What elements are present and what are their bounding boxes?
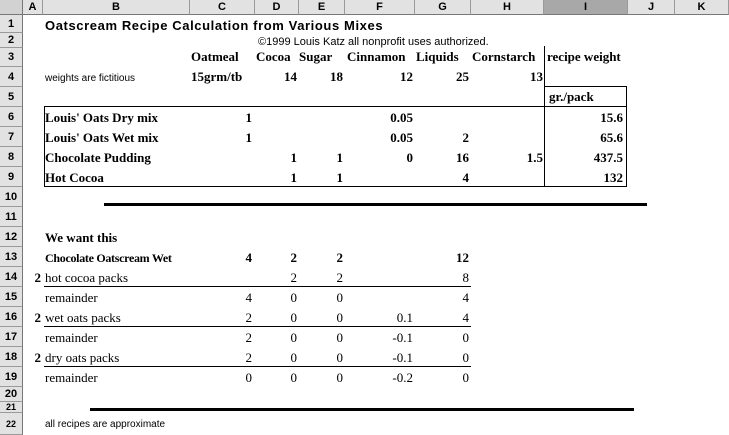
- calc-4-name[interactable]: remainder: [45, 330, 98, 345]
- row-header-7[interactable]: 7: [0, 127, 23, 147]
- row-header-8[interactable]: 8: [0, 147, 23, 167]
- column-header-h[interactable]: H: [471, 0, 544, 15]
- weight-cocoa[interactable]: 14: [284, 69, 297, 84]
- calc-3-cocoa[interactable]: 0: [290, 310, 297, 325]
- calc-2-name[interactable]: remainder: [45, 290, 98, 305]
- calc-2-sugar[interactable]: 0: [336, 290, 343, 305]
- select-all-corner[interactable]: [0, 0, 23, 15]
- row-header-15[interactable]: 15: [0, 287, 23, 307]
- calc-1-sugar[interactable]: 2: [336, 270, 343, 285]
- calc-1-name[interactable]: hot cocoa packs: [45, 270, 129, 285]
- calc-3-name[interactable]: wet oats packs: [45, 310, 121, 325]
- column-header-i[interactable]: I: [544, 0, 628, 15]
- weight-oatmeal[interactable]: 15grm/tb: [191, 69, 243, 84]
- column-header-a[interactable]: A: [23, 0, 43, 15]
- header-recipe-weight[interactable]: recipe weight: [547, 49, 621, 64]
- mix-2-liquids[interactable]: 2: [462, 130, 469, 145]
- weight-cornstarch[interactable]: 13: [530, 69, 543, 84]
- target-oatmeal[interactable]: 4: [245, 250, 252, 265]
- mix-3-cornstarch[interactable]: 1.5: [526, 150, 543, 165]
- header-cocoa[interactable]: Cocoa: [256, 49, 291, 64]
- row-header-3[interactable]: 3: [0, 48, 23, 67]
- mix-2-weight[interactable]: 65.6: [600, 130, 623, 145]
- calc-4-sugar[interactable]: 0: [336, 330, 343, 345]
- row-header-21[interactable]: 21: [0, 402, 23, 413]
- mix-table-left-border: [44, 106, 45, 187]
- mix-1-name[interactable]: Louis' Oats Dry mix: [45, 110, 159, 125]
- row-header-11[interactable]: 11: [0, 207, 23, 227]
- row-header-20[interactable]: 20: [0, 387, 23, 402]
- calc-5-name[interactable]: dry oats packs: [45, 350, 120, 365]
- sheet-title[interactable]: Oatscream Recipe Calculation from Various Mixes: [45, 18, 384, 33]
- mix-3-liquids[interactable]: 16: [456, 150, 469, 165]
- weight-column-divider: [544, 46, 545, 187]
- calc-3-oatmeal[interactable]: 2: [245, 310, 252, 325]
- calc-6-oatmeal[interactable]: 0: [245, 370, 252, 385]
- mix-3-weight[interactable]: 437.5: [593, 150, 623, 165]
- column-header-c[interactable]: C: [190, 0, 255, 15]
- mix-3-sugar[interactable]: 1: [336, 150, 343, 165]
- header-cornstarch[interactable]: Cornstarch: [472, 49, 536, 64]
- gr-pack-top-border: [544, 86, 627, 87]
- calc-3-qty[interactable]: 2: [34, 310, 41, 325]
- calc-4-oatmeal[interactable]: 2: [245, 330, 252, 345]
- row-header-10[interactable]: 10: [0, 187, 23, 207]
- column-header-b[interactable]: B: [43, 0, 190, 15]
- column-header-d[interactable]: D: [255, 0, 299, 15]
- header-liquids[interactable]: Liquids: [416, 49, 459, 64]
- calc-6-cinnamon[interactable]: -0.2: [392, 370, 413, 385]
- calc-4-liquids[interactable]: 0: [462, 330, 469, 345]
- weight-cinnamon[interactable]: 12: [400, 69, 413, 84]
- calc-6-liquids[interactable]: 0: [462, 370, 469, 385]
- calc-6-sugar[interactable]: 0: [336, 370, 343, 385]
- mix-4-liquids[interactable]: 4: [462, 170, 469, 185]
- footer-note[interactable]: all recipes are approximate: [45, 419, 166, 430]
- calc-1-qty[interactable]: 2: [34, 270, 41, 285]
- mix-1-cinnamon[interactable]: 0.05: [390, 110, 413, 125]
- row-header-1[interactable]: 1: [0, 15, 23, 33]
- header-sugar[interactable]: Sugar: [299, 49, 333, 64]
- row-header-13[interactable]: 13: [0, 247, 23, 267]
- row-header-6[interactable]: 6: [0, 107, 23, 127]
- calc-5-cinnamon[interactable]: -0.1: [392, 350, 413, 365]
- calc-6-name[interactable]: remainder: [45, 370, 98, 385]
- calc-5-oatmeal[interactable]: 2: [245, 350, 252, 365]
- target-liquids[interactable]: 12: [456, 250, 469, 265]
- calc-6-cocoa[interactable]: 0: [290, 370, 297, 385]
- weight-sugar[interactable]: 18: [330, 69, 343, 84]
- row18-underline: [44, 366, 471, 367]
- mix-4-cocoa[interactable]: 1: [290, 170, 297, 185]
- row-header-18[interactable]: 18: [0, 347, 23, 367]
- mix-1-oatmeal[interactable]: 1: [245, 110, 252, 125]
- calc-3-liquids[interactable]: 4: [462, 310, 469, 325]
- calc-1-cocoa[interactable]: 2: [290, 270, 297, 285]
- calc-5-liquids[interactable]: 0: [462, 350, 469, 365]
- target-name[interactable]: Chocolate Oatscream Wet: [45, 251, 172, 265]
- row-header-19[interactable]: 19: [0, 367, 23, 387]
- mix-3-cinnamon[interactable]: 0: [406, 150, 413, 165]
- weights-note[interactable]: weights are fictitious: [45, 73, 136, 84]
- row-header-14[interactable]: 14: [0, 267, 23, 287]
- mix-2-cinnamon[interactable]: 0.05: [390, 130, 413, 145]
- column-header-k[interactable]: K: [675, 0, 729, 15]
- row-header-16[interactable]: 16: [0, 307, 23, 327]
- calc-2-liquids[interactable]: 4: [462, 290, 469, 305]
- mix-2-oatmeal[interactable]: 1: [245, 130, 252, 145]
- row-header-4[interactable]: 4: [0, 67, 23, 87]
- mix-table-top-border: [44, 106, 627, 107]
- want-label[interactable]: We want this: [45, 230, 118, 245]
- row-header-2[interactable]: 2: [0, 33, 23, 48]
- header-oatmeal[interactable]: Oatmeal: [191, 49, 239, 64]
- copyright-note[interactable]: ©1999 Louis Katz all nonprofit uses authorized.: [258, 36, 489, 48]
- row-header-17[interactable]: 17: [0, 327, 23, 347]
- row-header-5[interactable]: 5: [0, 87, 23, 107]
- mix-1-weight[interactable]: 15.6: [600, 110, 623, 125]
- weight-liquids[interactable]: 25: [456, 69, 469, 84]
- calc-5-qty[interactable]: 2: [34, 350, 41, 365]
- mix-3-cocoa[interactable]: 1: [290, 150, 297, 165]
- calc-3-sugar[interactable]: 0: [336, 310, 343, 325]
- thick-divider-bottom: [90, 408, 634, 411]
- calc-2-oatmeal[interactable]: 4: [245, 290, 252, 305]
- mix-4-sugar[interactable]: 1: [336, 170, 343, 185]
- column-header-e[interactable]: E: [299, 0, 345, 15]
- target-sugar[interactable]: 2: [336, 250, 343, 265]
- row-header-9[interactable]: 9: [0, 167, 23, 187]
- row14-underline: [44, 286, 471, 287]
- thick-divider-top: [104, 203, 647, 206]
- mix-2-name[interactable]: Louis' Oats Wet mix: [45, 130, 159, 145]
- calc-4-cinnamon[interactable]: -0.1: [392, 330, 413, 345]
- row16-underline: [44, 326, 471, 327]
- calc-5-sugar[interactable]: 0: [336, 350, 343, 365]
- header-cinnamon[interactable]: Cinnamon: [347, 49, 406, 64]
- calc-1-liquids[interactable]: 8: [462, 270, 469, 285]
- mix-table-bottom-border: [44, 186, 627, 187]
- column-header-g[interactable]: G: [415, 0, 471, 15]
- mix-table-right-border: [626, 86, 627, 187]
- calc-2-cocoa[interactable]: 0: [290, 290, 297, 305]
- column-header-j[interactable]: J: [628, 0, 675, 15]
- mix-4-weight[interactable]: 132: [603, 170, 623, 185]
- gr-pack-label[interactable]: gr./pack: [549, 89, 594, 104]
- row-header-12[interactable]: 12: [0, 227, 23, 247]
- mix-3-name[interactable]: Chocolate Pudding: [45, 150, 151, 165]
- calc-5-cocoa[interactable]: 0: [290, 350, 297, 365]
- mix-4-name[interactable]: Hot Cocoa: [45, 170, 104, 185]
- calc-4-cocoa[interactable]: 0: [290, 330, 297, 345]
- calc-3-cinnamon[interactable]: 0.1: [396, 310, 413, 325]
- column-header-f[interactable]: F: [345, 0, 415, 15]
- row-header-22[interactable]: 22: [0, 413, 23, 435]
- target-cocoa[interactable]: 2: [290, 250, 297, 265]
